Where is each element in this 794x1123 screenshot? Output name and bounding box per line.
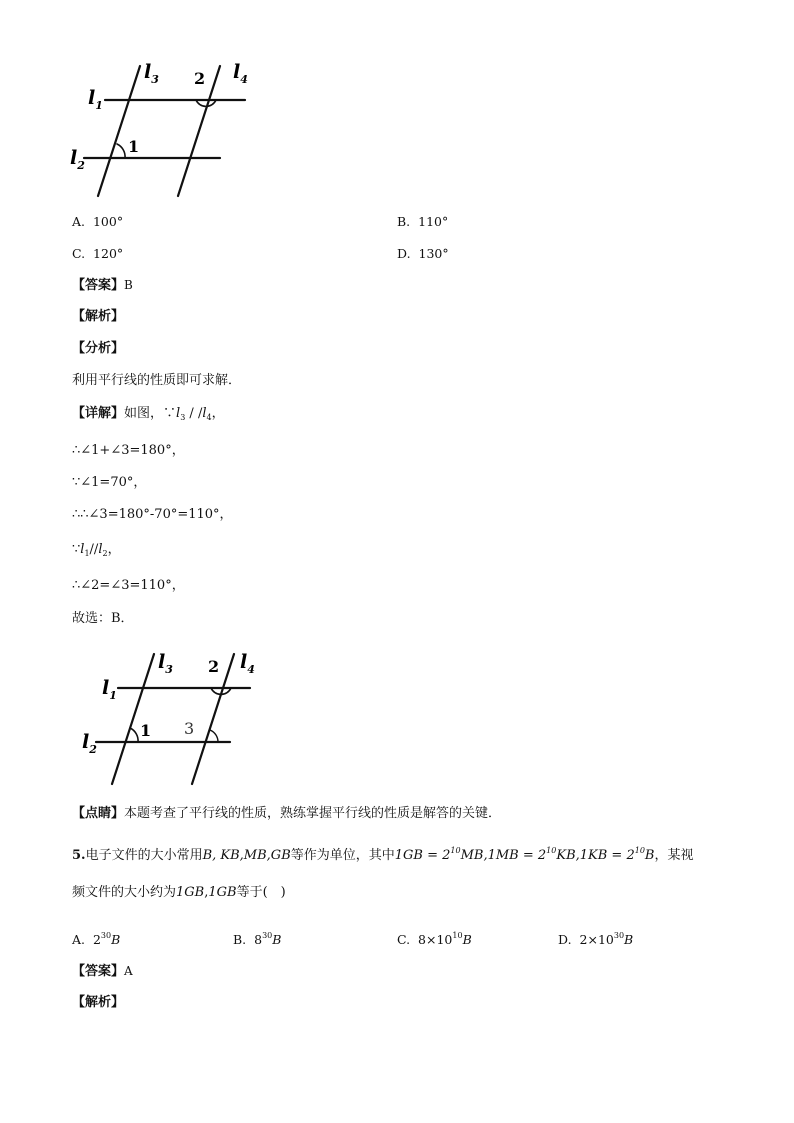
answer-tag: 【答案】 bbox=[72, 278, 125, 293]
detail-tag: 【详解】 bbox=[72, 406, 125, 421]
detail-line: 【详解】如图，$\because l_3 / /l_4$， bbox=[72, 406, 225, 422]
step-5: ∴∠2=∠3=110°， bbox=[72, 578, 185, 593]
q5-option-b: B. $8^{30}B$ bbox=[233, 931, 282, 947]
label-angle-2: 2 bbox=[194, 69, 206, 88]
angle-1-arc bbox=[117, 144, 125, 158]
label-l2: $l_2$ bbox=[70, 147, 85, 172]
analysis-tag: 【解析】 bbox=[72, 309, 125, 324]
label-angle-1: 1 bbox=[128, 137, 140, 156]
label-l3: $l_3$ bbox=[158, 651, 173, 676]
answer-value: B bbox=[124, 278, 133, 292]
q5-analysis-tag: 【解析】 bbox=[72, 995, 125, 1010]
label-angle-1: 1 bbox=[140, 721, 152, 740]
q5-answer-line bbox=[72, 963, 133, 980]
answer-value: A bbox=[124, 964, 133, 978]
q5-option-a: A. $2^{30}B$ bbox=[72, 931, 121, 947]
answer-tag: 【答案】 bbox=[72, 964, 125, 979]
line-l3 bbox=[98, 66, 140, 196]
q5-line1: 5.电子文件的大小常用B, KB,MB,GB等作为单位，其中$1GB = 2^{10}MB,1MB = 2^{10}KB,1KB = 2^{10}B$，某视 bbox=[72, 846, 694, 863]
label-l2: $l_2$ bbox=[82, 731, 97, 756]
label-l1: $l_1$ bbox=[88, 87, 103, 112]
angle-1-arc bbox=[130, 728, 138, 742]
option-c: C. 120° bbox=[72, 246, 124, 261]
comment-line: 【点睛】本题考查了平行线的性质，熟练掌握平行线的性质是解答的关键． bbox=[72, 806, 502, 821]
label-l4: $l_4$ bbox=[233, 61, 248, 86]
option-d: D. 130° bbox=[397, 246, 449, 261]
answer-line bbox=[72, 277, 133, 294]
line-l3 bbox=[112, 654, 154, 784]
fenxi-tag: 【分析】 bbox=[72, 341, 125, 356]
label-angle-3: 3 bbox=[184, 719, 195, 738]
figure-parallel-lines-1 bbox=[70, 60, 260, 205]
step-2: ∵∠1=70°， bbox=[72, 475, 147, 490]
angle-3-arc bbox=[210, 730, 218, 742]
question-number: 5. bbox=[72, 848, 86, 863]
step-1: ∴∠1+∠3=180°， bbox=[72, 443, 185, 458]
conclusion: 故选：B． bbox=[72, 611, 134, 626]
q5-option-c: C. $8\times 10^{10}B$ bbox=[397, 931, 472, 947]
option-a: A. 100° bbox=[72, 214, 124, 229]
label-angle-2: 2 bbox=[208, 657, 220, 676]
label-l1: $l_1$ bbox=[102, 677, 117, 702]
option-b: B. 110° bbox=[397, 214, 449, 229]
fenxi-text: 利用平行线的性质即可求解． bbox=[72, 373, 242, 388]
q5-option-d: D. $2\times 10^{30}B$ bbox=[558, 931, 634, 947]
step-4: $\because l_1//l_2$， bbox=[72, 542, 121, 558]
q5-line2: 频文件的大小约为1GB,1GB等于( ) bbox=[72, 885, 286, 900]
label-l4: $l_4$ bbox=[240, 651, 255, 676]
comment-tag: 【点睛】 bbox=[72, 806, 125, 821]
step-3: ∴∴∠3=180°-70°=110°， bbox=[72, 507, 233, 522]
figure-parallel-lines-2 bbox=[80, 650, 270, 795]
label-l3: $l_3$ bbox=[144, 61, 159, 86]
